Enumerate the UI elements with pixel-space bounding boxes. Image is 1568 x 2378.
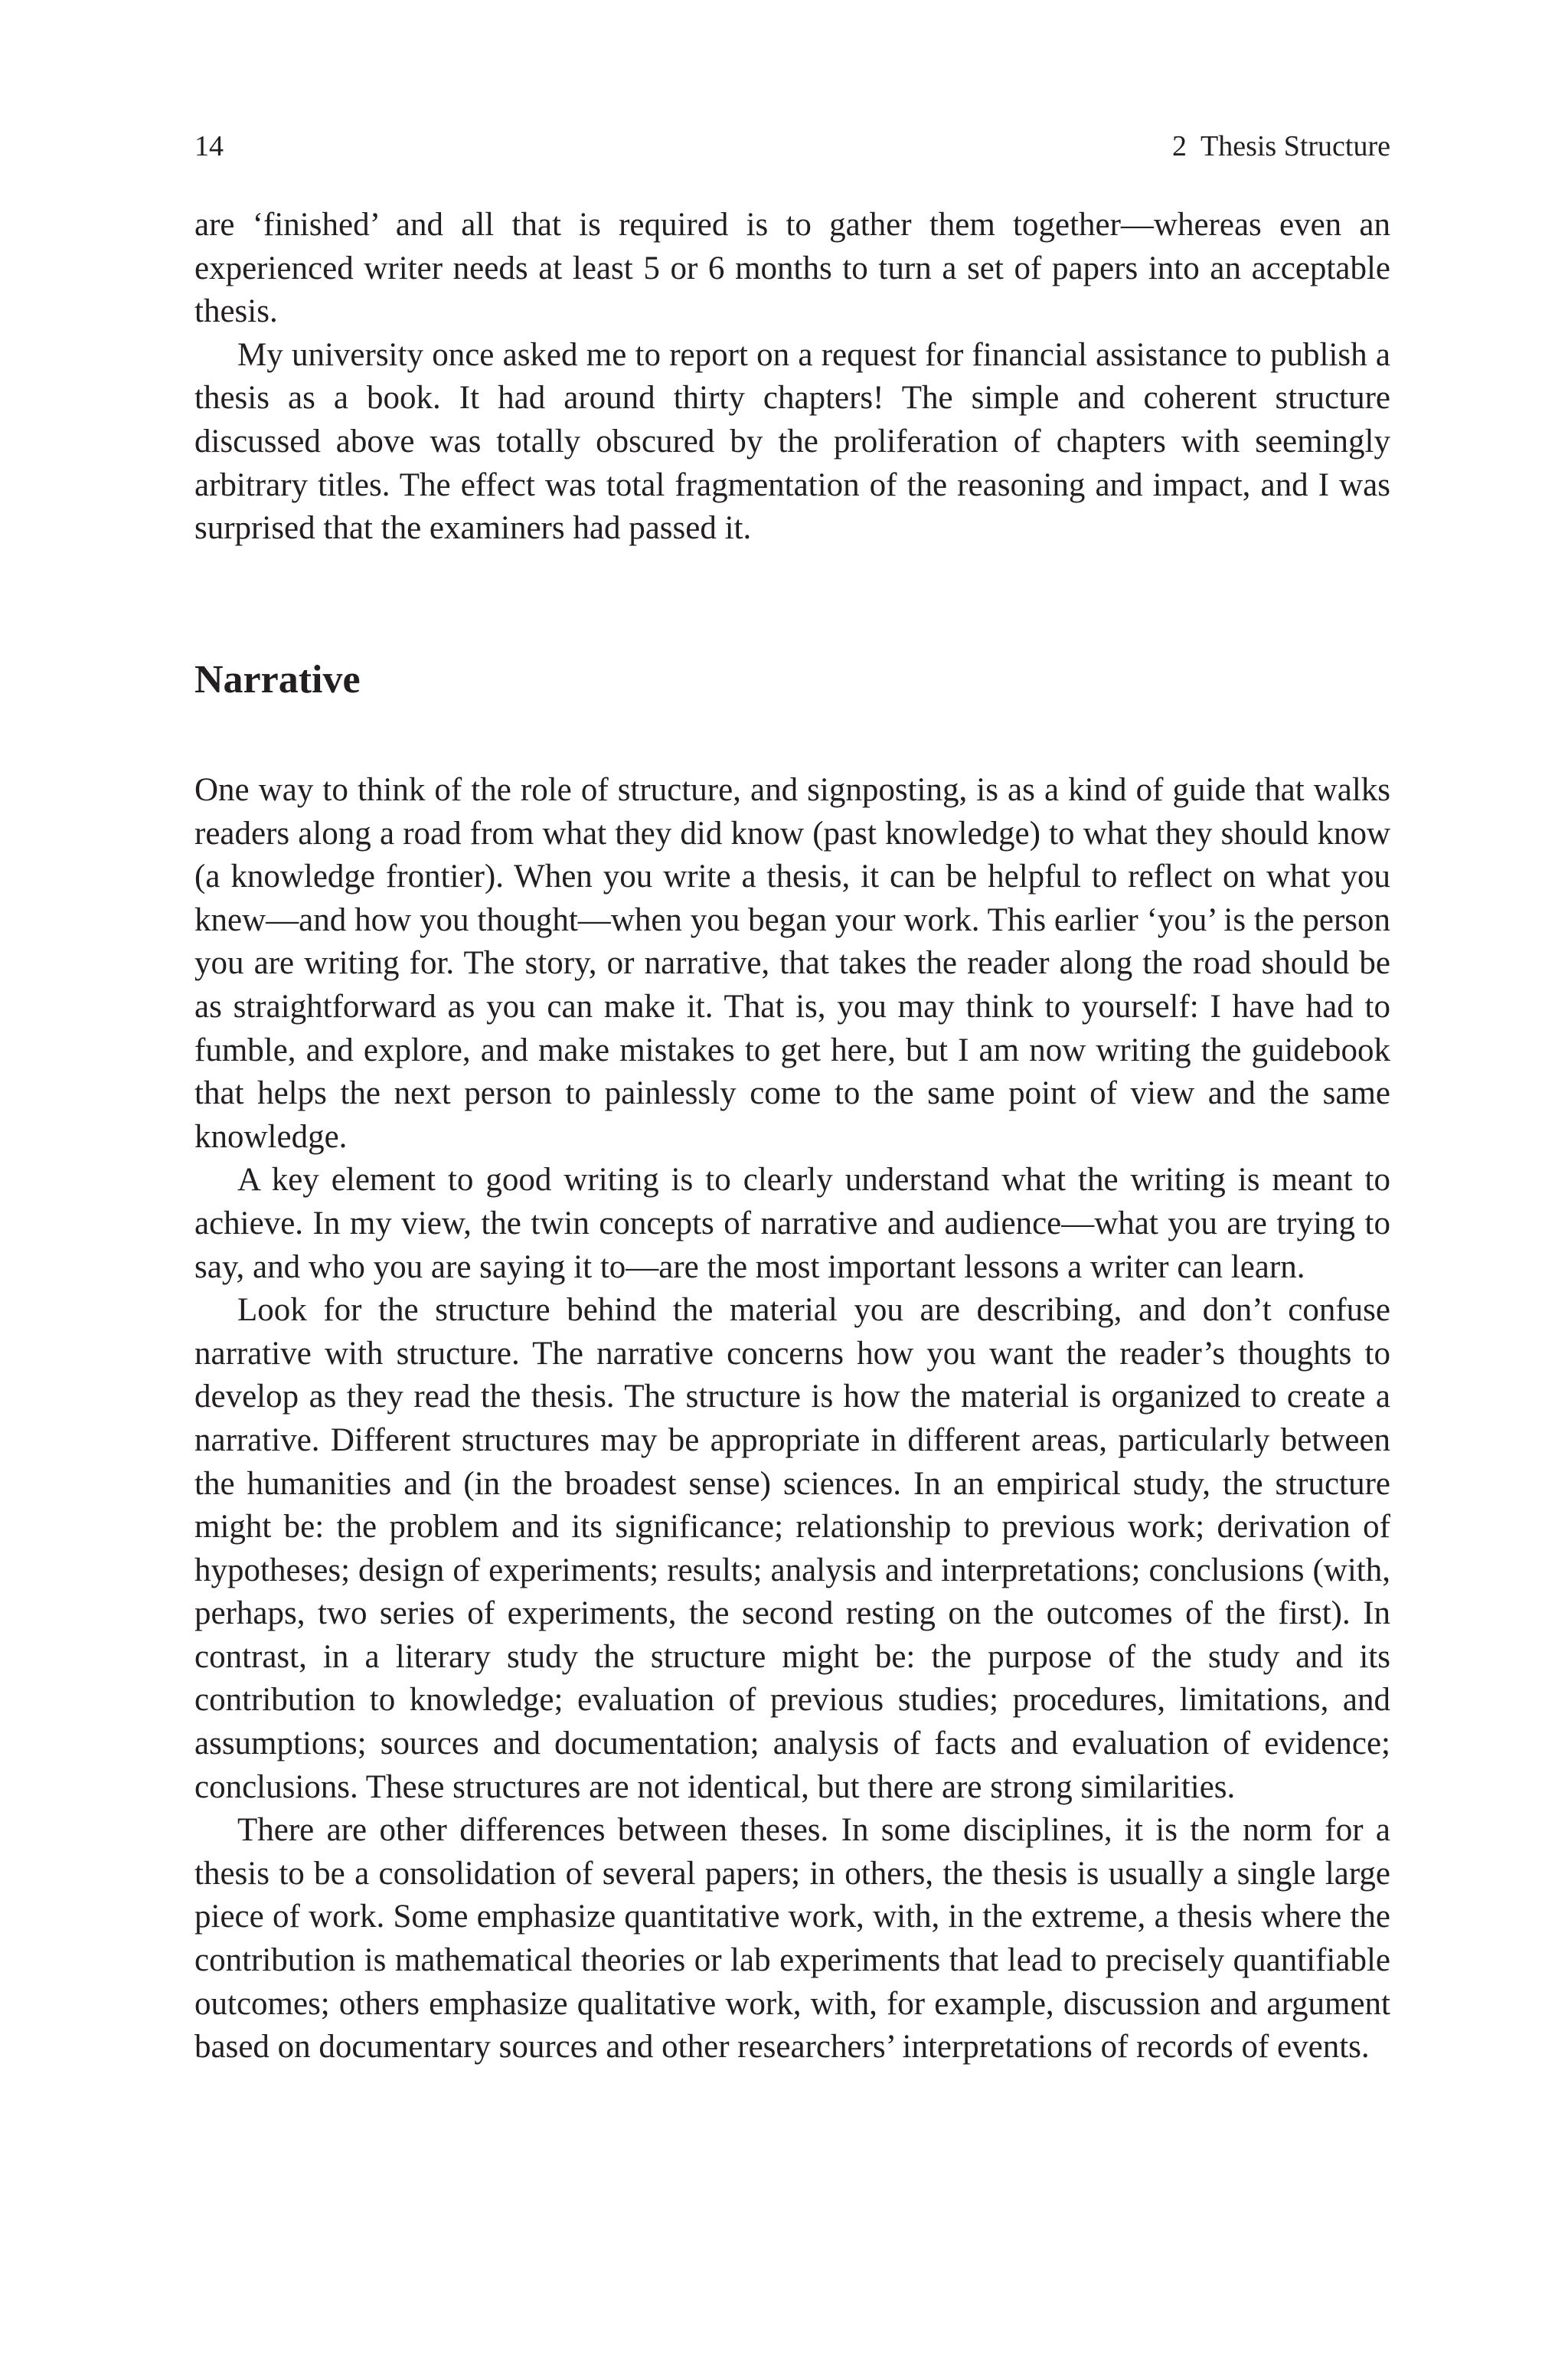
chapter-number: 2 [1171, 130, 1187, 162]
paragraph: There are other differences between theses. In some disciplines, it is the norm for a thesis to be a consolidation of several papers; in others, the thesis is usually a single large piece of work. Some emphasize quantitative work, with, in the extreme, a thesis where the contribution is mathematical theories or lab experiments that lead to precisely quantifiable outcomes; others emphasize qualitative work, with, for example, discussion and argument based on documentary sources and other researchers’ interpretations of records of events. [194, 1812, 1390, 2066]
running-head [194, 127, 1390, 165]
section-heading: Narrative [194, 658, 361, 702]
chapter-title: Thesis Structure [1200, 130, 1390, 162]
paragraph: One way to think of the role of structure, and signposting, is as a kind of guide that walks readers along a road from what they did know (past knowledge) to what they should know (a knowledge frontier). When you write a thesis, it can be helpful to reflect on what you knew—and how you thought—when you began your work. This earlier ‘you’ is the person you are writing for. The story, or narrative, that takes the reader along the road should be as straightforward as you can make it. That is, you may think to yourself: I have had to fumble, and explore, and make mistakes to get here, but I am now writing the guidebook that helps the next person to painlessly come to the same point of view and the same knowledge. [194, 772, 1390, 1155]
page-number: 14 [194, 130, 224, 162]
paragraph: My university once asked me to report on a request for financial assistance to publish a thesis as a book. It had around thirty chapters! The simple and coherent structure discussed above was totally obscured by the proliferation of chapters with seemingly arbitrary titles. The effect was total fragmentation of the reasoning and impact, and I was surprised that the examiners had passed it. [194, 336, 1390, 547]
paragraph: Look for the structure behind the material you are describing, and don’t confuse narrative with structure. The narrative concerns how you want the reader’s thoughts to develop as they read the thesis. The structure is how the material is organized to create a narrative. Different structures may be appropriate in different areas, particularly between the humanities and (in the broadest sense) sciences. In an empirical study, the structure might be: the problem and its significance; relationship to previous work; derivation of hypotheses; design of experiments; results; analysis and interpretations; conclusions (with, perhaps, two series of experiments, the second resting on the outcomes of the first). In contrast, in a literary study the structure might be: the purpose of the study and its contribution to knowledge; evaluation of previous studies; procedures, limitations, and assumptions; sources and documentation; analysis of facts and evaluation of evidence; conclusions. These structures are not identical, but there are strong similarities. [194, 1292, 1390, 1805]
chapter-running-title [1172, 127, 1390, 165]
paragraph: A key element to good writing is to clearly understand what the writing is meant to achieve. In my view, the twin concepts of narrative and audience—what you are trying to say, and who you are saying it to—are the most important lessons a writer can learn. [194, 1162, 1390, 1285]
section-body [194, 769, 1390, 2069]
continued-text-block [194, 204, 1390, 551]
paragraph-continued: are ‘finished’ and all that is required is to gather them together—whereas even an experienced writer needs at least 5 or 6 months to turn a set of papers into an acceptable thesis. [194, 207, 1390, 330]
